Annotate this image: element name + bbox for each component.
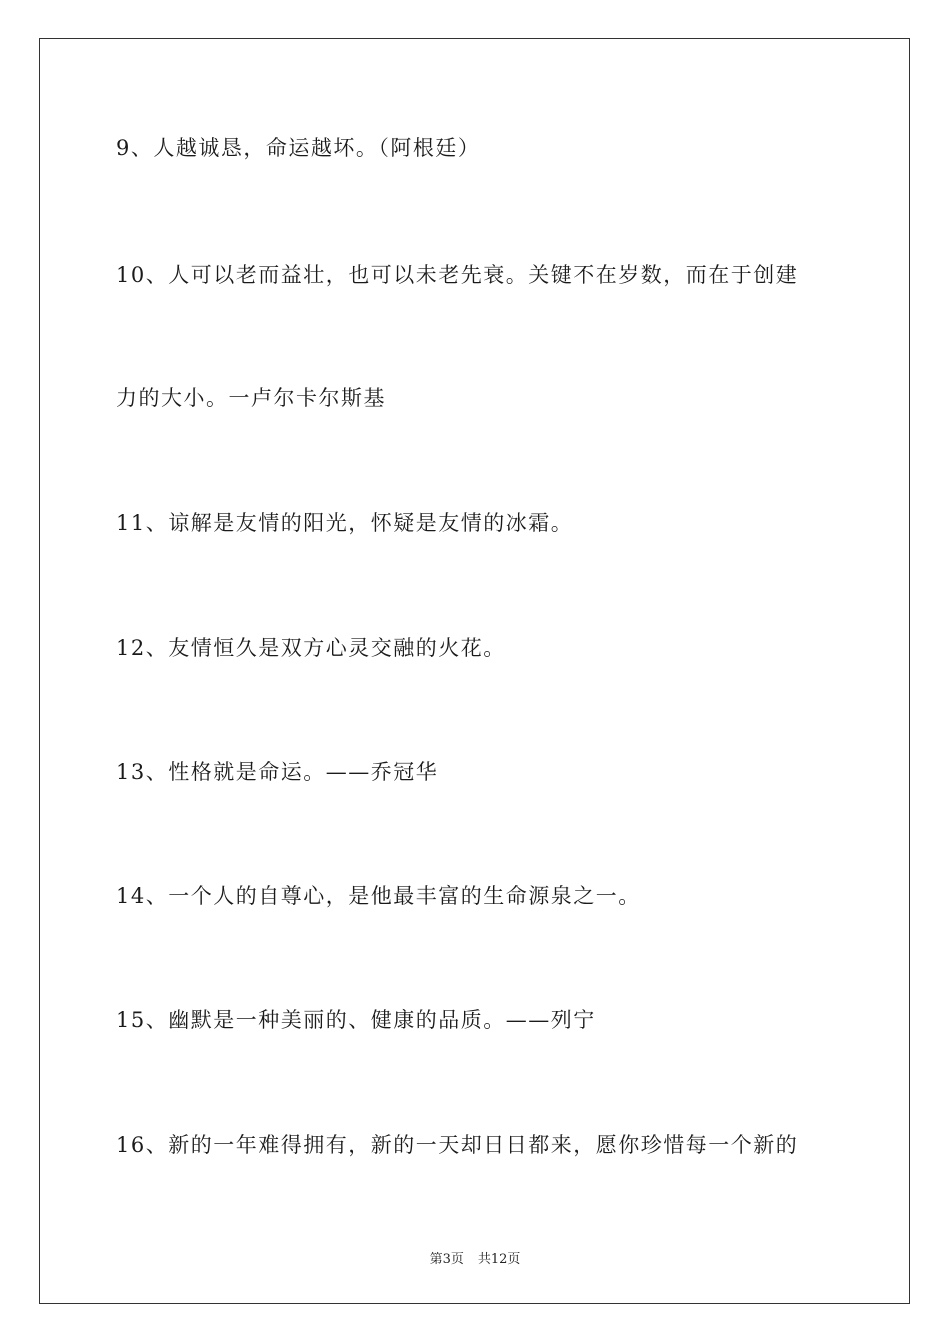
quote-line-15: 15、幽默是一种美丽的、健康的品质。——列宁 — [116, 1008, 596, 1032]
quote-line-11: 11、谅解是友情的阳光，怀疑是友情的冰霜。 — [116, 511, 574, 535]
quote-line-16: 16、新的一年难得拥有，新的一天却日日都来，愿你珍惜每一个新的 — [116, 1133, 799, 1157]
quote-line-10-continued: 力的大小。一卢尔卡尔斯基 — [116, 386, 386, 410]
page-footer — [0, 1248, 950, 1267]
page-number: 第3页 — [429, 1252, 464, 1267]
quote-line-13: 13、性格就是命运。——乔冠华 — [116, 760, 439, 784]
page-border — [39, 38, 910, 1304]
quote-line-14: 14、一个人的自尊心，是他最丰富的生命源泉之一。 — [116, 884, 641, 908]
quote-line-10: 10、人可以老而益壮，也可以未老先衰。关键不在岁数，而在于创建 — [116, 263, 799, 287]
quote-line-9: 9、人越诚恳，命运越坏。（阿根廷） — [116, 136, 481, 160]
quote-line-12: 12、友情恒久是双方心灵交融的火花。 — [116, 636, 506, 660]
page-total: 共12页 — [477, 1252, 521, 1267]
